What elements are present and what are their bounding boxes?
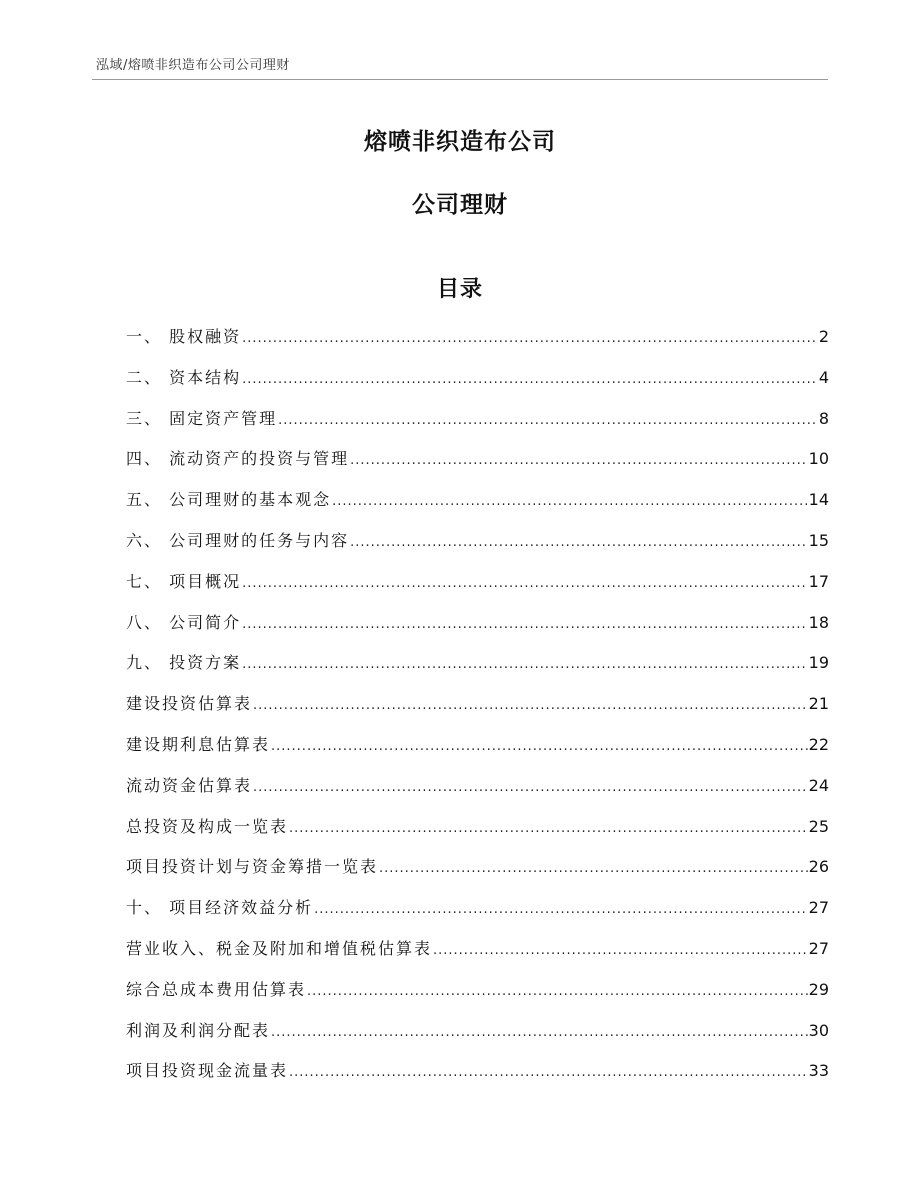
toc-entry-page: 30 [808, 1020, 829, 1040]
toc-entry-label: 营业收入、税金及附加和增值税估算表 [126, 938, 433, 958]
toc-entry[interactable] [126, 936, 829, 977]
toc-dot-leader [289, 821, 808, 836]
toc-entry-label: 一、 股权融资 [126, 327, 242, 346]
toc-dot-leader [242, 576, 808, 591]
toc-entry-page: 26 [808, 857, 829, 877]
toc-entry[interactable] [126, 487, 829, 528]
toc-entry-label: 建设期利息估算表 [126, 734, 271, 754]
toc-dot-leader [350, 453, 808, 468]
toc-entry[interactable] [126, 324, 829, 365]
toc-entry-label: 四、 流动资产的投资与管理 [126, 449, 350, 469]
toc-entry-page: 21 [808, 694, 829, 714]
toc-dot-leader [350, 535, 808, 550]
toc-entry[interactable] [126, 977, 829, 1018]
toc-entry-page: 29 [808, 979, 829, 999]
toc-dot-leader [253, 780, 808, 795]
document-subtitle: 公司理财 [412, 192, 508, 218]
toc-entry[interactable] [126, 610, 829, 651]
toc-dot-leader [242, 372, 818, 387]
toc-entry-label: 五、 公司理财的基本观念 [126, 490, 332, 510]
toc-entry-page: 33 [808, 1061, 829, 1081]
toc-entry[interactable] [126, 1018, 829, 1059]
toc-entry-label: 二、 资本结构 [126, 367, 242, 387]
toc-dot-leader [278, 413, 818, 428]
header-divider [92, 79, 828, 80]
toc-dot-leader [332, 494, 808, 509]
toc-entry-label: 六、 公司理财的任务与内容 [126, 530, 350, 550]
toc-entry[interactable] [126, 528, 829, 569]
toc-heading: 目录 [436, 277, 483, 302]
toc-entry-page: 17 [808, 571, 829, 591]
toc-entry[interactable] [126, 446, 829, 487]
toc-dot-leader [289, 1065, 808, 1080]
toc-entry[interactable] [126, 814, 829, 855]
toc-entry[interactable] [126, 854, 829, 895]
toc-entry-label: 流动资金估算表 [126, 775, 253, 795]
toc-entry-page: 15 [808, 530, 829, 550]
toc-entry[interactable] [126, 1058, 829, 1099]
toc-dot-leader [242, 617, 808, 632]
toc-dot-leader [307, 984, 808, 999]
toc-entry-page: 10 [808, 449, 829, 469]
toc-entry-page: 27 [808, 938, 829, 958]
toc-entry-page: 22 [808, 734, 829, 754]
toc-entry[interactable] [126, 773, 829, 814]
table-of-contents [126, 324, 829, 1099]
document-title: 熔喷非织造布公司 [364, 129, 556, 155]
toc-entry[interactable] [126, 732, 829, 773]
toc-entry-label: 三、 固定资产管理 [126, 408, 278, 428]
toc-entry-label: 项目投资现金流量表 [126, 1061, 289, 1081]
toc-entry-page: 8 [818, 408, 829, 428]
toc-entry-page: 18 [808, 612, 829, 632]
toc-dot-leader [271, 739, 808, 754]
running-header: 泓域/熔喷非织造布公司公司理财 [96, 58, 290, 73]
toc-entry-label: 利润及利润分配表 [126, 1020, 271, 1040]
toc-entry-page: 24 [808, 775, 829, 795]
toc-entry-label: 综合总成本费用估算表 [126, 979, 307, 999]
toc-entry[interactable] [126, 406, 829, 447]
toc-entry-page: 4 [818, 367, 829, 387]
toc-dot-leader [271, 1025, 808, 1040]
toc-entry-label: 总投资及构成一览表 [126, 816, 289, 836]
toc-entry-label: 八、 公司简介 [126, 612, 242, 632]
toc-entry-page: 14 [808, 490, 829, 510]
toc-entry-label: 建设投资估算表 [126, 694, 253, 714]
toc-dot-leader [242, 331, 818, 346]
toc-entry[interactable] [126, 650, 829, 691]
toc-dot-leader [314, 902, 808, 917]
toc-entry[interactable] [126, 569, 829, 610]
toc-entry-page: 27 [808, 898, 829, 918]
toc-entry-label: 项目投资计划与资金筹措一览表 [126, 857, 379, 877]
toc-entry-page: 19 [808, 653, 829, 673]
toc-entry[interactable] [126, 365, 829, 406]
toc-entry-label: 十、 项目经济效益分析 [126, 898, 314, 918]
toc-entry-label: 九、 投资方案 [126, 653, 242, 673]
toc-entry-page: 25 [808, 816, 829, 836]
toc-entry-page: 2 [818, 327, 829, 346]
toc-dot-leader [433, 943, 808, 958]
toc-entry[interactable] [126, 895, 829, 936]
toc-dot-leader [242, 657, 808, 672]
toc-entry-label: 七、 项目概况 [126, 571, 242, 591]
toc-entry[interactable] [126, 691, 829, 732]
toc-dot-leader [379, 861, 808, 876]
toc-dot-leader [253, 698, 808, 713]
